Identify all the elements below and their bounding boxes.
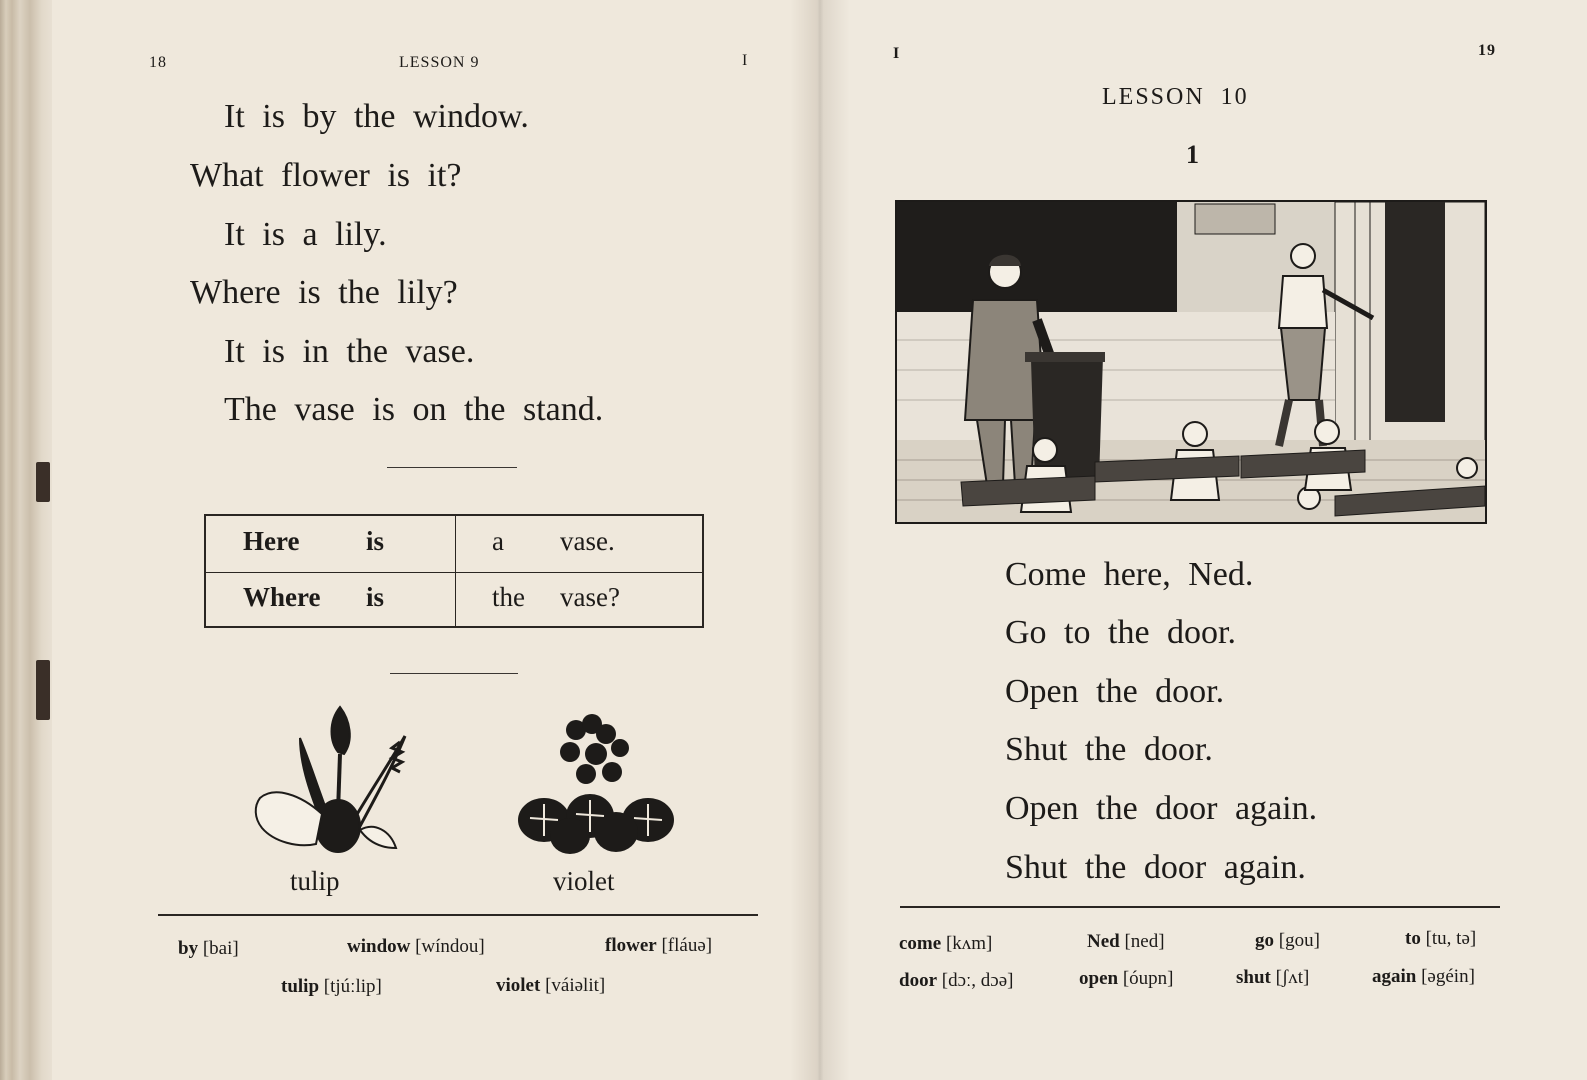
table-cell: Here [243,526,300,556]
vocab-word: go [1255,930,1274,951]
divider [387,467,517,468]
illustration-caption: violet [553,866,615,896]
table-cell: vase. [560,526,615,556]
vocab-entry [496,975,605,997]
vocab-entry [899,970,1013,992]
table-cell: vase? [560,582,620,612]
edge-mark [36,462,50,502]
vocab-entry [281,976,382,998]
vocab-pronunciation: [ʃʌt] [1275,967,1310,988]
vocabulary-rule [158,914,758,916]
right-section-marker: I [893,45,901,62]
vocab-entry [1236,967,1309,989]
vocab-pronunciation: [bai] [202,938,239,959]
vocab-pronunciation: [tu, tə] [1425,928,1477,949]
vocab-pronunciation: [gou] [1278,930,1320,951]
lesson-title: LESSON 10 [1102,84,1249,110]
vocab-word: open [1079,968,1119,989]
right-page [817,0,1587,1080]
reading-line: Open the door. [1005,673,1225,710]
edge-mark [36,660,50,720]
vocab-pronunciation: [fláuə] [661,935,713,956]
reading-line: It is by the window. [224,98,529,135]
table-cell: Where [243,582,321,612]
vocab-entry [1255,930,1320,952]
vocab-word: again [1372,966,1417,987]
vocab-entry [178,938,239,960]
reading-line: Shut the door again. [1005,849,1306,886]
reading-line: Go to the door. [1005,614,1236,651]
reading-line: Open the door again. [1005,790,1318,827]
substitution-table [204,514,704,628]
left-running-head: LESSON 9 [399,54,480,71]
book-gutter [790,0,850,1080]
vocab-pronunciation: [tjúːlip] [323,976,382,997]
vocab-word: to [1405,928,1421,949]
left-section-marker: I [742,52,749,69]
vocab-word: shut [1236,967,1271,988]
vocab-entry [1372,966,1475,988]
vocab-word: tulip [281,976,320,997]
reading-line: What flower is it? [190,157,462,194]
vocab-pronunciation: [kʌm] [945,933,993,954]
classroom-scene-icon [895,200,1487,524]
reading-line: Shut the door. [1005,731,1213,768]
tulip-icon [250,702,420,860]
vocab-word: flower [605,935,657,956]
table-row-divider [206,572,702,573]
vocab-word: come [899,933,942,954]
vocab-word: Ned [1087,931,1120,952]
vocab-pronunciation: [óupn] [1122,968,1174,989]
vocab-entry [1087,931,1165,953]
vocab-word: door [899,970,937,991]
table-cell: is [366,582,385,612]
reading-line: Come here, Ned. [1005,556,1254,593]
vocab-word: violet [496,975,541,996]
violet-icon [516,708,676,858]
vocab-word: by [178,938,199,959]
divider [390,673,518,674]
vocab-entry [1405,928,1476,950]
vocab-word: window [347,936,411,957]
table-column-divider [455,516,456,626]
vocab-entry [1079,968,1173,990]
vocab-entry [605,935,712,957]
vocab-pronunciation: [váiəlit] [545,975,606,996]
left-page-number: 18 [149,54,167,71]
illustration-caption: tulip [290,866,340,896]
vocab-pronunciation: [wíndou] [415,936,485,957]
reading-line: The vase is on the stand. [224,391,604,428]
reading-line: It is in the vase. [224,333,475,370]
vocab-entry [899,933,992,955]
vocab-pronunciation: [ned] [1124,931,1165,952]
table-cell: the [492,582,525,612]
table-cell: a [492,526,504,556]
section-number: 1 [1186,140,1199,169]
vocab-pronunciation: [dɔː, dɔə] [941,970,1014,991]
reading-line: Where is the lily? [190,274,458,311]
vocab-entry [347,936,485,958]
reading-line: It is a lily. [224,216,387,253]
vocab-pronunciation: [əgéin] [1421,966,1475,987]
right-page-number: 19 [1478,42,1496,59]
vocabulary-rule [900,906,1500,908]
table-cell: is [366,526,385,556]
page-edges [0,0,52,1080]
